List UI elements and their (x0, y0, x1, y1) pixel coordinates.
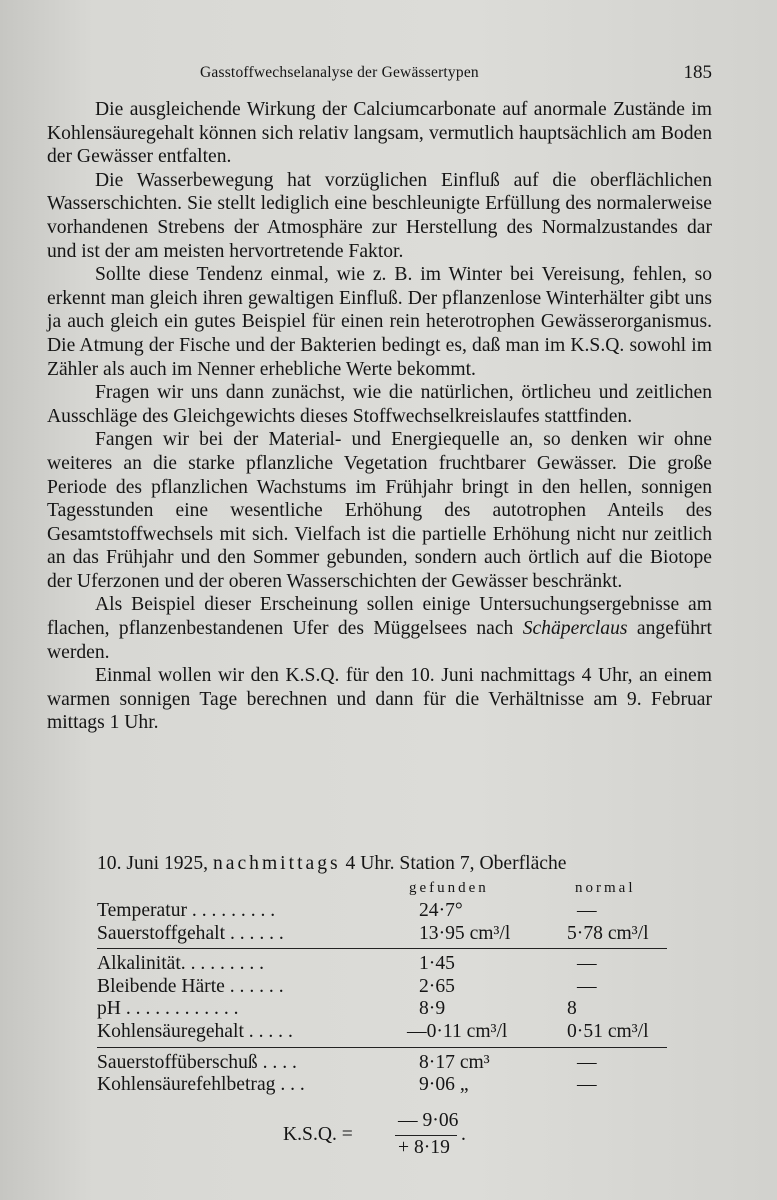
row-label: Sauerstoffgehalt . . . . . . (97, 922, 284, 944)
body-text (47, 98, 712, 735)
formula-numerator: — 9·06 (398, 1110, 459, 1131)
value-found: 8·9 (419, 998, 446, 1020)
row-label: Temperatur . . . . . . . . . (97, 900, 276, 921)
page-number: 185 (683, 62, 712, 83)
running-title: Gasstoffwechselanalyse der Gewässertypen (200, 64, 479, 81)
paragraph-text: angeführt werden. (47, 618, 712, 663)
value-normal: — (577, 975, 597, 997)
paragraph: Die Wasserbewegung hat vorzüglichen Einfluß auf die oberflächlichen Wasserschichten. Sie stellt lediglich eine beschleunigte Erfüllung des normalerweise vorhandenen Strebens der Atmosphäre zur Herstellung des Normalzustandes dar und ist der am meisten hervortretende Faktor. (47, 169, 712, 262)
value-normal: — (577, 1051, 597, 1073)
value-found: 8·17 cm³ (419, 1051, 490, 1073)
value-normal: — (577, 1074, 597, 1096)
value-found: 9·06 „ (419, 1074, 469, 1096)
ksq-formula (283, 1110, 483, 1160)
table-row (97, 953, 712, 976)
table-date: 10. Juni 1925, (97, 853, 209, 874)
column-header-normal: normal (575, 880, 636, 896)
table-column-headers (97, 880, 712, 900)
row-label: Alkalinität. . . . . . . . . (97, 953, 265, 975)
table-row (97, 1021, 712, 1044)
row-label: Bleibende Härte . . . . . . (97, 975, 284, 997)
paragraph: Fragen wir uns dann zunächst, wie die natürlichen, örtlicheu und zeitlichen Ausschläge des Gleichgewichts dieses Stoffwechselkreislaufes stattfinden. (47, 382, 712, 427)
value-normal: 5·78 cm³/l (567, 922, 649, 944)
paragraph-text: Als Beispiel dieser Erscheinung sollen einige Untersuchungsergebnisse am flachen, pflanzenbestandenen Ufer des Müggelsees nach (47, 594, 712, 640)
paragraph: Fangen wir bei der Material- und Energiequelle an, so denken wir ohne weiteres an die starke pflanzliche Vegetation fruchtbarer Gewässer. Die große Periode des pflanzlichen Wachstums im Frühjahr bringt in den hellen, sonnigen Tagesstunden eine wesentliche Erhöhung des autotrophen Anteils des Gesamtstoffwechsels mit sich. Vielfach ist die partielle Erhöhung nicht nur zeitlich an das Frühjahr und den Sommer gebunden, sondern auch örtlich auf die Biotope der Uferzonen und der oberen Wasserschichten der Gewässer beschränkt. (47, 429, 712, 592)
table-divider (97, 1047, 667, 1048)
table-title (97, 853, 712, 875)
paragraph: Sollte diese Tendenz einmal, wie z. B. im Winter bei Vereisung, fehlen, so erkennt man gleich ihren gewaltigen Einfluß. Der pflanzenlose Winterhälter gibt uns ja auch gleich ein gutes Beispiel für einen rein heterotrophen Gewässerorganismus. Die Atmung der Fische und der Bakterien bedingt es, daß man im K.S.Q. sowohl im Zähler als auch im Nenner erhebliche Werte bekommt. (47, 264, 712, 380)
author-name: Schäperclaus (522, 618, 628, 640)
page-header (200, 62, 712, 86)
paragraph: Die ausgleichende Wirkung der Calciumcarbonate auf anormale Zustände im Kohlensäuregehalt können sich relativ langsam, vermutlich hauptsächlich am Boden der Gewässer entfalten. (47, 99, 712, 168)
table-divider (97, 948, 667, 949)
table-row (97, 998, 712, 1021)
paragraph: Einmal wollen wir den K.S.Q. für den 10. Juni nachmittags 4 Uhr, an einem warmen sonnigen Tage berechnen und dann für die Verhältnisse am 9. Februar mittags 1 Uhr. (47, 665, 712, 734)
table-row (97, 900, 712, 923)
formula-lhs: K.S.Q. = (283, 1124, 353, 1145)
row-label: Kohlensäuregehalt . . . . . (97, 1020, 293, 1042)
row-label: Sauerstoffüberschuß . . . . (97, 1051, 297, 1073)
table-row (97, 923, 712, 946)
value-found: 2·65 (419, 975, 455, 997)
table-time-word: nachmittags (212, 853, 341, 874)
table-station: 4 Uhr. Station 7, Oberfläche (345, 853, 567, 874)
measurement-table (97, 880, 712, 1097)
value-normal: — (577, 953, 597, 975)
value-normal: — (577, 900, 597, 921)
value-found: 1·45 (419, 953, 455, 975)
fraction-bar (395, 1135, 457, 1136)
column-header-found: gefunden (409, 880, 489, 896)
value-normal: 8 (567, 998, 577, 1020)
value-found: 13·95 cm³/l (419, 922, 511, 944)
table-row (97, 1074, 712, 1097)
value-found: 24·7° (419, 900, 463, 921)
table-row (97, 1052, 712, 1075)
table-row (97, 976, 712, 999)
formula-end: . (461, 1124, 466, 1145)
row-label: pH . . . . . . . . . . . . (97, 998, 239, 1020)
formula-denominator: + 8·19 (398, 1137, 450, 1158)
value-normal: 0·51 cm³/l (567, 1020, 649, 1042)
row-label: Kohlensäurefehlbetrag . . . (97, 1074, 305, 1096)
paragraph (47, 593, 712, 664)
value-found: —0·11 cm³/l (407, 1020, 508, 1042)
